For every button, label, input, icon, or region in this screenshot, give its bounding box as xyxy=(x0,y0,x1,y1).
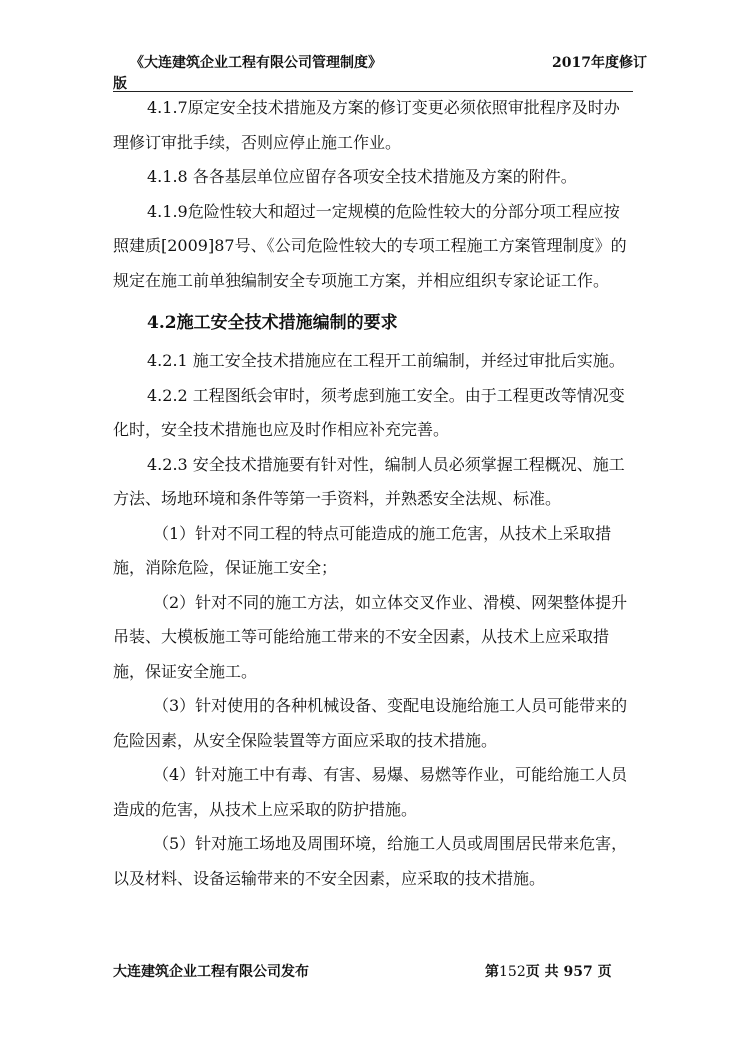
list-item-1: （1）针对不同工程的特点可能造成的施工危害，从技术上采取措施，消除危险，保证施工安全； xyxy=(113,523,612,577)
paragraph-4-2-3: 4.2.3 安全技术措施要有针对性，编制人员必须掌握工程概况、施工方法、场地环境和条件等第一手资料，并熟悉安全法规、标准。 xyxy=(113,454,625,508)
footer-page-number: 152 xyxy=(499,964,526,980)
paragraph-4-1-7: 4.1.7原定安全技术措施及方案的修订变更必须依照审批程序及时办理修订审批手续，否则应停止施工作业。 xyxy=(113,98,620,152)
paragraph-4-1-9: 4.1.9危险性较大和超过一定规模的危险性较大的分部分项工程应按照建质[2009]87号、《公司危险性较大的专项工程施工方案管理制度》的规定在施工前单独编制安全专项施工方案，并相应组织专家论证工作。 xyxy=(113,201,627,290)
header-revision: 2017年度修订 xyxy=(552,55,647,71)
header-revision-wrap: 版 xyxy=(113,76,127,92)
footer-page-mid: 页 共 xyxy=(525,964,559,980)
footer-publisher: 大连建筑企业工程有限公司发布 xyxy=(113,964,309,980)
list-item-3: （3）针对使用的各种机械设备、变配电设施给施工人员可能带来的危险因素，从安全保险装置等方面应采取的技术措施。 xyxy=(113,696,628,750)
footer-page-indicator xyxy=(485,961,612,981)
section-heading-4-2: 4.2施工安全技术措施编制的要求 xyxy=(147,313,398,333)
header-title: 《大连建筑企业工程有限公司管理制度》 xyxy=(130,55,382,71)
footer-page-prefix: 第 xyxy=(485,964,499,980)
list-item-5: （5）针对施工场地及周围环境，给施工人员或周围居民带来危害，以及材料、设备运输带来的不安全因素，应采取的技术措施。 xyxy=(113,834,628,888)
paragraph-4-2-1: 4.2.1 施工安全技术措施应在工程开工前编制，并经过审批后实施。 xyxy=(147,351,625,370)
paragraph-4-2-2: 4.2.2 工程图纸会审时，须考虑到施工安全。由于工程更改等情况变化时，安全技术措施也应及时作相应补充完善。 xyxy=(113,385,625,439)
list-item-2: （2）针对不同的施工方法，如立体交叉作业、滑模、网架整体提升吊装、大模板施工等可能给施工带来的不安全因素，从技术上应采取措施，保证安全施工。 xyxy=(113,592,628,681)
paragraph-4-1-8: 4.1.8 各各基层单位应留存各项安全技术措施及方案的附件。 xyxy=(147,167,577,186)
list-item-4: （4）针对施工中有毒、有害、易爆、易燃等作业，可能给施工人员造成的危害，从技术上应采取的防护措施。 xyxy=(113,765,628,819)
footer-total-pages: 957 xyxy=(563,964,593,980)
document-body xyxy=(113,91,633,896)
footer-page-suffix: 页 xyxy=(597,964,612,980)
